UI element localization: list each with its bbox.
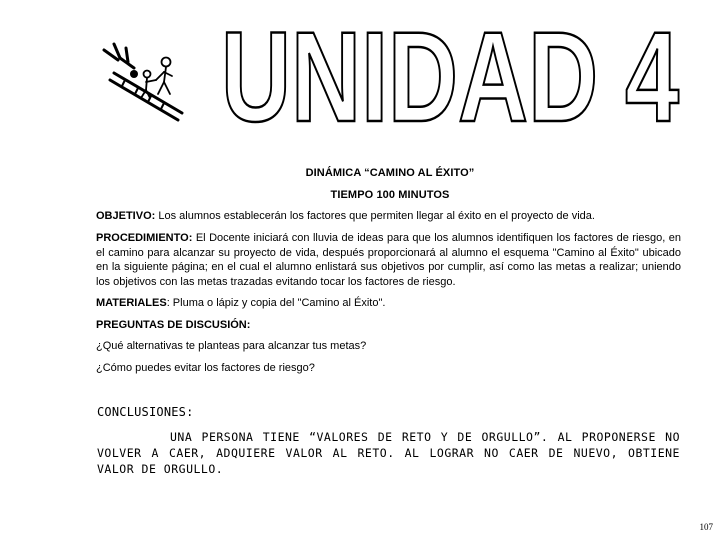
page-number: 107 (699, 522, 713, 532)
discussion-question: ¿Qué alternativas te planteas para alcanzar tus metas? (96, 340, 367, 352)
materials-label: MATERIALES (96, 297, 167, 309)
dynamic-title: DINÁMICA “CAMINO AL ÉXITO” (305, 167, 475, 179)
unit-title (215, 10, 685, 125)
people-climbing-path-icon (100, 40, 190, 125)
discussion-label: PREGUNTAS DE DISCUSIÓN: (96, 319, 251, 331)
conclusions-text: UNA PERSONA TIENE “VALORES DE RETO Y DE ORGULLO”. AL PROPONERSE NO VOLVER A CAER, ADQUIERE VALOR AL RETO. AL LOGRAR NO CAER DE NUEVO, OBTIENE VALOR DE ORGULLO. (97, 430, 680, 476)
unit-title-text: UNIDAD 4 (221, 10, 679, 125)
time-line: TIEMPO 100 MINUTOS (330, 189, 450, 201)
discussion-question: ¿Cómo puedes evitar los factores de riesgo? (96, 362, 315, 374)
procedure-text: El Docente iniciará con lluvia de ideas para que los alumnos identifiquen los factores de riesgo, en el camino para alcanzar su proyecto de vida, después proporcionará al alumno el esquema "Camino al Éxito" ubicado en la siguiente página; en el cual el alumno enlistará sus objetivos por cumplir, así como las metas a realizar; uniendo los objetivos con las metas trazadas evitando tocar los factores de riesgo. (96, 232, 681, 288)
materials-text: : Pluma o lápiz y copia del "Camino al Éxito". (166, 297, 386, 309)
procedure-label: PROCEDIMIENTO: (96, 232, 193, 244)
procedure-paragraph (96, 231, 681, 289)
discussion-heading (96, 318, 681, 333)
materials-paragraph (96, 296, 681, 311)
objective-label: OBJETIVO: (96, 210, 156, 222)
objective-text: Los alumnos establecerán los factores que permiten llegar al éxito en el proyecto de vida. (158, 210, 595, 222)
conclusions-label: CONCLUSIONES: (97, 405, 194, 419)
objective-paragraph (96, 209, 681, 224)
